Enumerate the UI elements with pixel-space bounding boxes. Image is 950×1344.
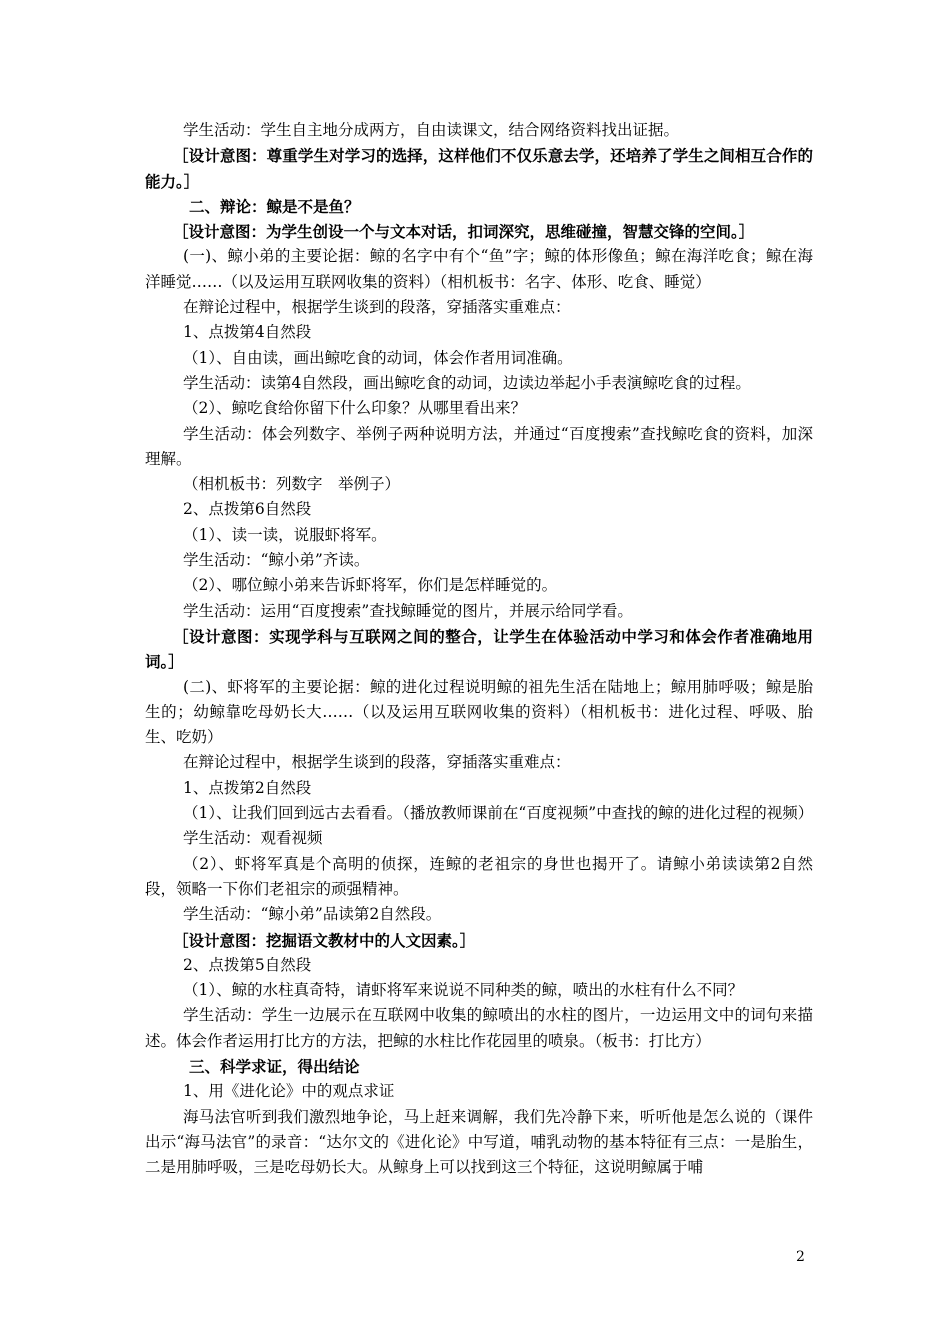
paragraph: 学生活动：读第4自然段，画出鲸吃食的动词，边读边举起小手表演鲸吃食的过程。 <box>183 373 751 392</box>
paragraph: （2）、虾将军真是个高明的侦探，连鲸的老祖宗的身世也揭开了。请鲸小弟读读第2自然段，领略一下你们老祖宗的顽强精神。 <box>145 854 813 898</box>
paragraph: （相机板书：列数字 举例子） <box>183 475 401 494</box>
paragraph: 学生活动：体会列数字、举例子两种说明方法，并通过“百度搜索”查找鲸吃食的资料，加深理解。 <box>145 424 813 468</box>
paragraph: 海马法官听到我们激烈地争论，马上赶来调解，我们先冷静下来，听听他是怎么说的（课件出示“海马法官”的录音：“达尔文的《进化论》中写道，哺乳动物的基本特征有三点：一是胎生，二是用肺呼吸，三是吃母奶长大。从鲸身上可以找到这三个特征，这说明鲸属于哺 <box>145 1107 813 1177</box>
paragraph: 三、科学求证，得出结论 <box>189 1056 360 1076</box>
paragraph: (二)、虾将军的主要论据：鲸的进化过程说明鲸的祖先生活在陆地上；鲸用肺呼吸；鲸是胎生的；幼鲸靠吃母奶长大……（以及运用互联网收集的资料）（相机板书：进化过程、呼吸、胎生、吃奶） <box>145 677 813 747</box>
paragraph: ［设计意图：为学生创设一个与文本对话，扣词深究，思维碰撞，智慧交锋的空间。］ <box>173 222 755 242</box>
paragraph: 学生活动：观看视频 <box>183 829 323 848</box>
paragraph: 1、用《进化论》中的观点求证 <box>183 1082 395 1101</box>
paragraph: 1、点拨第2自然段 <box>183 778 312 797</box>
paragraph: （1）、鲸的水柱真奇特，请虾将军来说说不同种类的鲸，喷出的水柱有什么不同？ <box>183 981 744 1000</box>
paragraph: （2）、哪位鲸小弟来告诉虾将军，你们是怎样睡觉的。 <box>183 576 558 595</box>
paragraph: 学生活动：学生一边展示在互联网中收集的鲸喷出的水柱的图片，一边运用文中的词句来描述。体会作者运用打比方的方法，把鲸的水柱比作花园里的喷泉。（板书：打比方） <box>145 1006 813 1050</box>
paragraph: 学生活动：学生自主地分成两方，自由读课文，结合网络资料找出证据。 <box>183 121 680 139</box>
paragraph: (一)、鲸小弟的主要论据：鲸的名字中有个“鱼”字；鲸的体形像鱼；鲸在海洋吃食；鲸在海洋睡觉……（以及运用互联网收集的资料）（相机板书：名字、体形、吃食、睡觉） <box>145 247 813 291</box>
paragraph: 在辩论过程中，根据学生谈到的段落，穿插落实重难点： <box>183 753 571 772</box>
paragraph: （1）、让我们回到远古去看看。（播放教师课前在“百度视频”中查找的鲸的进化过程的视频） <box>183 804 814 823</box>
paragraph: 二、辩论：鲸是不是鱼？ <box>189 196 360 216</box>
paragraph: 学生活动：“鲸小弟”齐读。 <box>183 551 370 570</box>
paragraph: 在辩论过程中，根据学生谈到的段落，穿插落实重难点： <box>183 298 571 317</box>
paragraph: ［设计意图：挖掘语文教材中的人文因素。］ <box>173 930 476 950</box>
paragraph: 学生活动：运用“百度搜索”查找鲸睡觉的图片，并展示给同学看。 <box>183 601 633 620</box>
paragraph: （1）、读一读，说服虾将军。 <box>183 525 387 544</box>
paragraph: ［设计意图：尊重学生对学习的选择，这样他们不仅乐意去学，还培养了学生之间相互合作的能力。］ <box>145 146 813 191</box>
paragraph: 2、点拨第5自然段 <box>183 955 312 974</box>
paragraph: （2）、鲸吃食给你留下什么印象？从哪里看出来？ <box>183 399 527 418</box>
paragraph: 1、点拨第4自然段 <box>183 323 312 342</box>
paragraph: （1）、自由读，画出鲸吃食的动词，体会作者用词准确。 <box>183 348 573 367</box>
paragraph: 学生活动：“鲸小弟”品读第2自然段。 <box>183 905 442 924</box>
paragraph: 2、点拨第6自然段 <box>183 500 312 519</box>
page-number: 2 <box>796 1249 805 1265</box>
document-body <box>145 118 813 1180</box>
paragraph: ［设计意图：实现学科与互联网之间的整合，让学生在体验活动中学习和体会作者准确地用词。］ <box>145 626 813 672</box>
